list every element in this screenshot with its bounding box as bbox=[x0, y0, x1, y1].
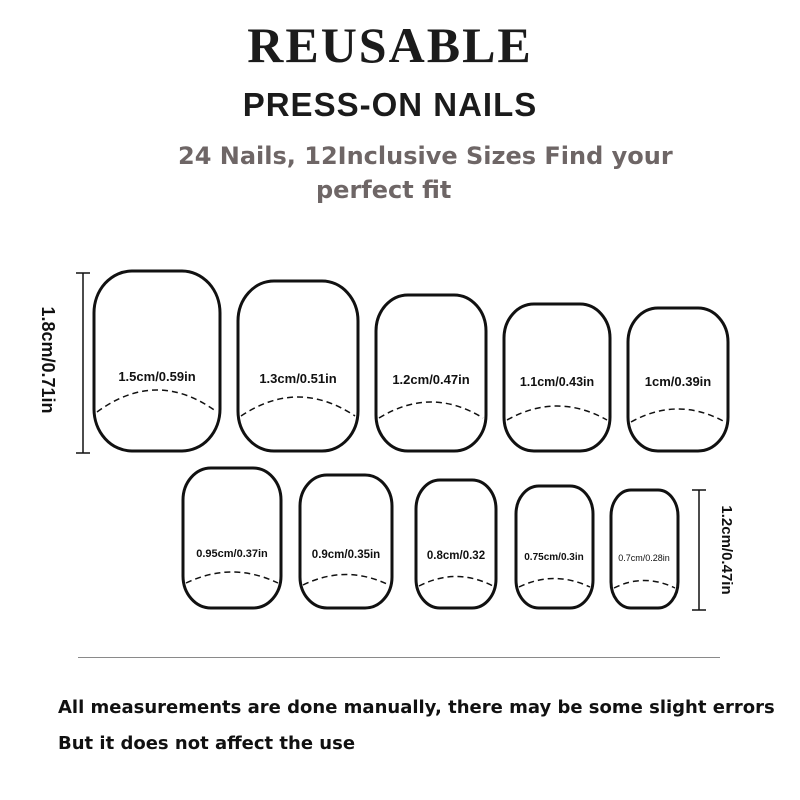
small-height-label: 1.2cm/0.47in bbox=[718, 505, 735, 595]
page-title: REUSABLE bbox=[247, 17, 533, 73]
tagline-line-1: 24 Nails, 12Inclusive Sizes Find your bbox=[178, 142, 673, 170]
nail-row-1 bbox=[94, 271, 728, 451]
nail-label: 1.1cm/0.43in bbox=[519, 375, 595, 389]
page-subtitle: PRESS-ON NAILS bbox=[242, 86, 538, 123]
nail-label: 1cm/0.39in bbox=[644, 374, 712, 389]
small-height-dimension bbox=[692, 490, 706, 610]
nail-label: 1.3cm/0.51in bbox=[259, 371, 337, 386]
nail-label: 0.9cm/0.35in bbox=[311, 549, 381, 561]
large-height-label: 1.8cm/0.71in bbox=[38, 306, 58, 414]
nail-label: 0.75cm/0.3in bbox=[524, 552, 584, 563]
nail-size-4 bbox=[504, 304, 610, 451]
nail-label: 0.95cm/0.37in bbox=[196, 548, 268, 560]
tagline-line-2: perfect fit bbox=[316, 176, 452, 204]
disclaimer-line-1: All measurements are done manually, there may be some slight errors bbox=[58, 697, 775, 718]
nail-label: 1.2cm/0.47in bbox=[392, 372, 470, 387]
nail-size-2 bbox=[238, 281, 358, 451]
large-height-dimension bbox=[76, 273, 90, 453]
nail-size-8 bbox=[416, 480, 496, 608]
nail-size-6 bbox=[183, 468, 281, 608]
nail-size-1 bbox=[94, 271, 220, 451]
divider bbox=[78, 657, 720, 658]
nail-size-9 bbox=[516, 486, 593, 608]
nail-size-7 bbox=[300, 475, 392, 608]
nail-label: 0.8cm/0.32 bbox=[426, 550, 486, 562]
disclaimer-line-2: But it does not affect the use bbox=[58, 733, 356, 754]
nail-size-5 bbox=[628, 308, 728, 451]
nail-row-2 bbox=[183, 468, 678, 608]
nail-label: 0.7cm/0.28in bbox=[618, 553, 670, 563]
nail-size-3 bbox=[376, 295, 486, 451]
nail-label: 1.5cm/0.59in bbox=[118, 369, 196, 384]
nail-size-10 bbox=[611, 490, 678, 608]
